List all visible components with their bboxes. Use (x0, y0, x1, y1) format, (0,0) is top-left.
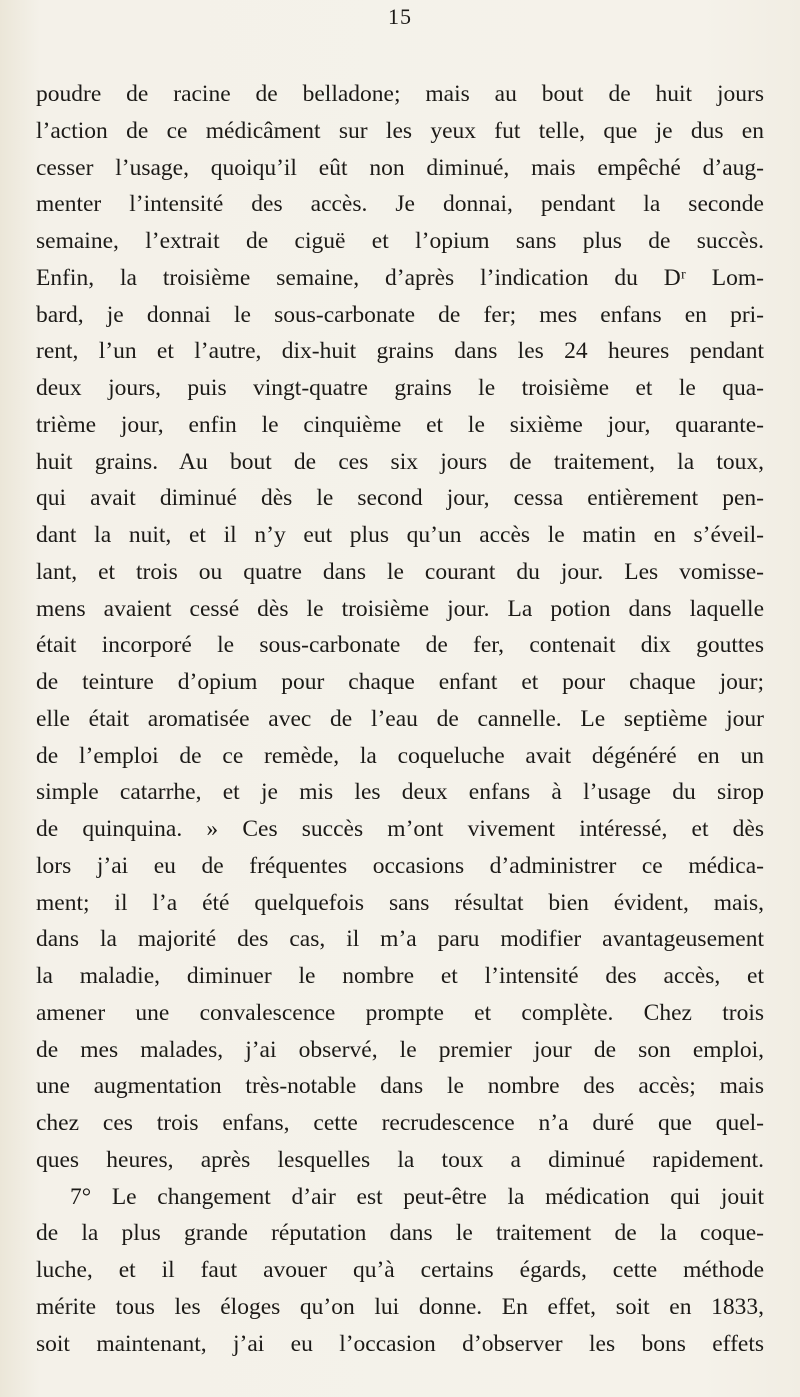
text-line: lant, et trois ou quatre dans le courant du jour. Les vomisse- (36, 558, 764, 585)
text-line: de quinquina. » Ces succès m’ont vivement intéressé, et dès (36, 816, 764, 842)
text-line: 7° Le changement d’air est peut-être la médication qui jouit (70, 1183, 764, 1210)
text-line: elle était aromatisée avec de l’eau de cannelle. Le septième jour (36, 705, 764, 732)
text-line: huit grains. Au bout de ces six jours de traitement, la toux, (36, 448, 764, 475)
text-line: de la plus grande réputation dans le traitement de la coque- (36, 1220, 764, 1247)
text-line: la maladie, diminuer le nombre et l’intensité des accès, et (36, 963, 764, 989)
text-line: semaine, l’extrait de ciguë et l’opium sans plus de succès. (36, 228, 764, 254)
text-line: amener une convalescence prompte et complète. Chez trois (36, 999, 764, 1026)
text-line: mérite tous les éloges qu’on lui donne. En effet, soit en 1833, (36, 1293, 764, 1320)
text-line: ques heures, après lesquelles la toux a diminué rapidement. (36, 1146, 764, 1173)
text-line: qui avait diminué dès le second jour, cessa entièrement pen- (36, 485, 764, 512)
text-line: luche, et il faut avouer qu’à certains égards, cette méthode (36, 1257, 764, 1283)
text-line: était incorporé le sous-carbonate de fer, contenait dix gouttes (36, 632, 764, 659)
text-line: deux jours, puis vingt-quatre grains le troisième et le qua- (36, 375, 764, 401)
text-line: cesser l’usage, quoiqu’il eût non diminué, mais empêché d’aug- (36, 154, 764, 181)
text-line: rent, l’un et l’autre, dix-huit grains dans les 24 heures pendant (36, 338, 764, 365)
text-line: soit maintenant, j’ai eu l’occasion d’observer les bons effets (36, 1330, 764, 1357)
text-line: dans la majorité des cas, il m’a paru modifier avantageusement (36, 926, 764, 953)
text-line: ment; il l’a été quelquefois sans résultat bien évident, mais, (36, 889, 764, 916)
text-line: de mes malades, j’ai observé, le premier jour de son emploi, (36, 1036, 764, 1063)
text-line: une augmentation très-notable dans le nombre des accès; mais (36, 1073, 764, 1100)
text-line: poudre de racine de belladone; mais au bout de huit jours (36, 81, 764, 107)
text-line: mens avaient cessé dès le troisième jour. La potion dans laquelle (36, 595, 764, 622)
text-line: menter l’intensité des accès. Je donnai, pendant la seconde (36, 191, 764, 218)
text-line: simple catarrhe, et je mis les deux enfans à l’usage du sirop (36, 779, 764, 806)
text-line: chez ces trois enfans, cette recrudescence n’a duré que quel- (36, 1110, 764, 1136)
text-line: de teinture d’opium pour chaque enfant et pour chaque jour; (36, 669, 764, 695)
text-line: Enfin, la troisième semaine, d’après l’indication du Dʳ Lom- (36, 264, 764, 291)
page-number: 15 (388, 4, 412, 29)
text-line: dant la nuit, et il n’y eut plus qu’un accès le matin en s’éveil- (36, 522, 764, 548)
text-line: lors j’ai eu de fréquentes occasions d’administrer ce médica- (36, 852, 764, 879)
text-line: bard, je donnai le sous-carbonate de fer; mes enfans en pri- (36, 301, 764, 328)
text-line: de l’emploi de ce remède, la coqueluche avait dégénéré en un (36, 742, 764, 769)
text-line: trième jour, enfin le cinquième et le sixième jour, quarante- (36, 411, 764, 438)
body-text (36, 76, 764, 1362)
text-line: l’action de ce médicâment sur les yeux fut telle, que je dus en (36, 117, 764, 144)
